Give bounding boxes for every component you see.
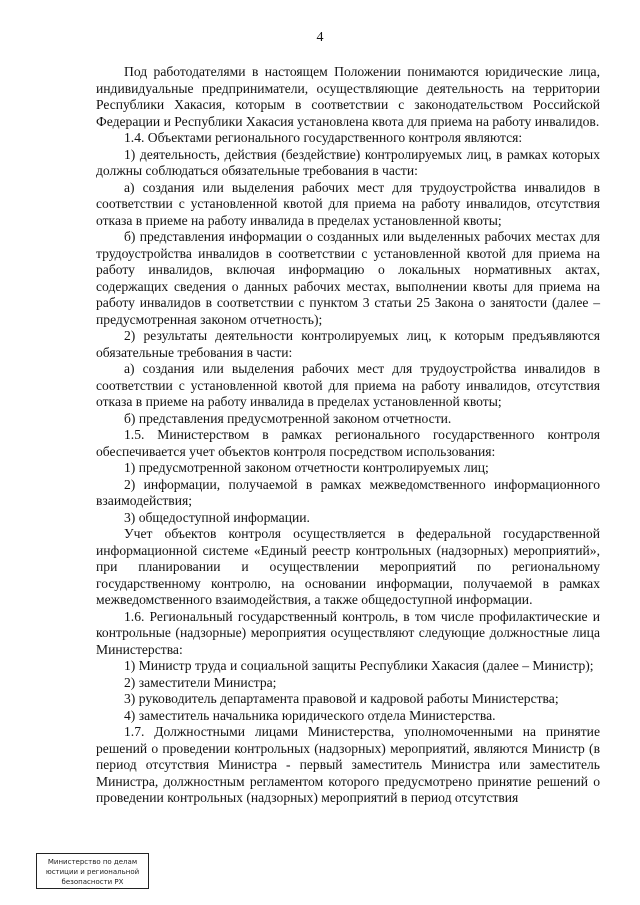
paragraph: 1) Министр труда и социальной защиты Республики Хакасия (далее – Министр); bbox=[124, 658, 594, 673]
paragraph: Под работодателями в настоящем Положении понимаются юридические лица, индивидуальные предприниматели, осуществляющие деятельность на территории Республики Хакасия, которым в соответствии с законодательством Российской Федерации и Республики Хакасия установлена квота для приема на работу инвалидов. bbox=[96, 64, 600, 129]
paragraph: 1.5. Министерством в рамках регионального государственного контроля обеспечивается учет объектов контроля посредством использования: bbox=[96, 427, 600, 459]
stamp-line: юстиции и региональной bbox=[45, 868, 140, 876]
paragraph: 1) деятельность, действия (бездействие) контролируемых лиц, в рамках которых должны соблюдаться обязательные требования в части: bbox=[96, 146, 600, 178]
paragraph: 3) общедоступной информации. bbox=[124, 509, 310, 525]
paragraph: 2) результаты деятельности контролируемых лиц, к которым предъявляются обязательные требования в части: bbox=[96, 328, 600, 360]
paragraph: а) создания или выделения рабочих мест для трудоустройства инвалидов в соответствии с установленной квотой для приема на работу инвалидов, отсутствия отказа в приеме на работу инвалида в пределах установленной квоты; bbox=[96, 361, 600, 409]
paragraph: 1.4. Объектами регионального государственного контроля являются: bbox=[124, 130, 523, 145]
paragraph: 2) заместители Министра; bbox=[124, 674, 277, 690]
paragraph: 1.6. Региональный государственный контроль, в том числе профилактические и контрольные (надзорные) мероприятия осуществляют следующие должностные лица Министерства: bbox=[96, 608, 600, 657]
paragraph: а) создания или выделения рабочих мест для трудоустройства инвалидов в соответствии с установленной квотой для приема на работу инвалидов, отсутствия отказа в приеме на работу инвалида в пределах установленной квоты; bbox=[96, 179, 600, 228]
paragraph: 4) заместитель начальника юридического отдела Министерства. bbox=[124, 707, 496, 723]
paragraph: б) представления информации о созданных или выделенных рабочих местах для трудоустройства инвалидов в соответствии с установленной квотой для приема на работу инвалидов, включая информацию о локальных нормативных актах, содержащих сведения о данных рабочих местах, выполнении квоты для приема на работу инвалидов в соответствии с пунктом 3 статьи 25 Закона о занятости (далее – предусмотренная законом отчетность); bbox=[96, 229, 600, 327]
document-body bbox=[96, 64, 600, 807]
paragraph: б) представления предусмотренной законом отчетности. bbox=[124, 410, 452, 426]
stamp-line: Министерство по делам bbox=[47, 858, 138, 866]
registration-stamp bbox=[36, 853, 149, 889]
page-number: 4 bbox=[316, 30, 324, 45]
stamp-line: безопасности РХ bbox=[61, 878, 124, 886]
paragraph: 3) руководитель департамента правовой и кадровой работы Министерства; bbox=[124, 691, 559, 706]
paragraph: 1.7. Должностными лицами Министерства, уполномоченными на принятие решений о проведении контрольных (надзорных) мероприятий, являются Министр (в период отсутствия Министра - первый заместитель Министра или заместитель Министра, должностным регламентом которого предусмотрено принятие решений о проведении контрольных (надзорных) мероприятий в период отсутствия bbox=[96, 724, 600, 805]
paragraph: Учет объектов контроля осуществляется в федеральной государственной информационной системе «Единый реестр контрольных (надзорных) мероприятий», при планировании и осуществлении мероприятий по региональному государственному контролю, на основании информации, получаемой в рамках межведомственного взаимодействия, а также общедоступной информации. bbox=[96, 526, 600, 607]
paragraph: 2) информации, получаемой в рамках межведомственного информационного взаимодействия; bbox=[96, 476, 600, 508]
paragraph: 1) предусмотренной законом отчетности контролируемых лиц; bbox=[124, 460, 489, 475]
